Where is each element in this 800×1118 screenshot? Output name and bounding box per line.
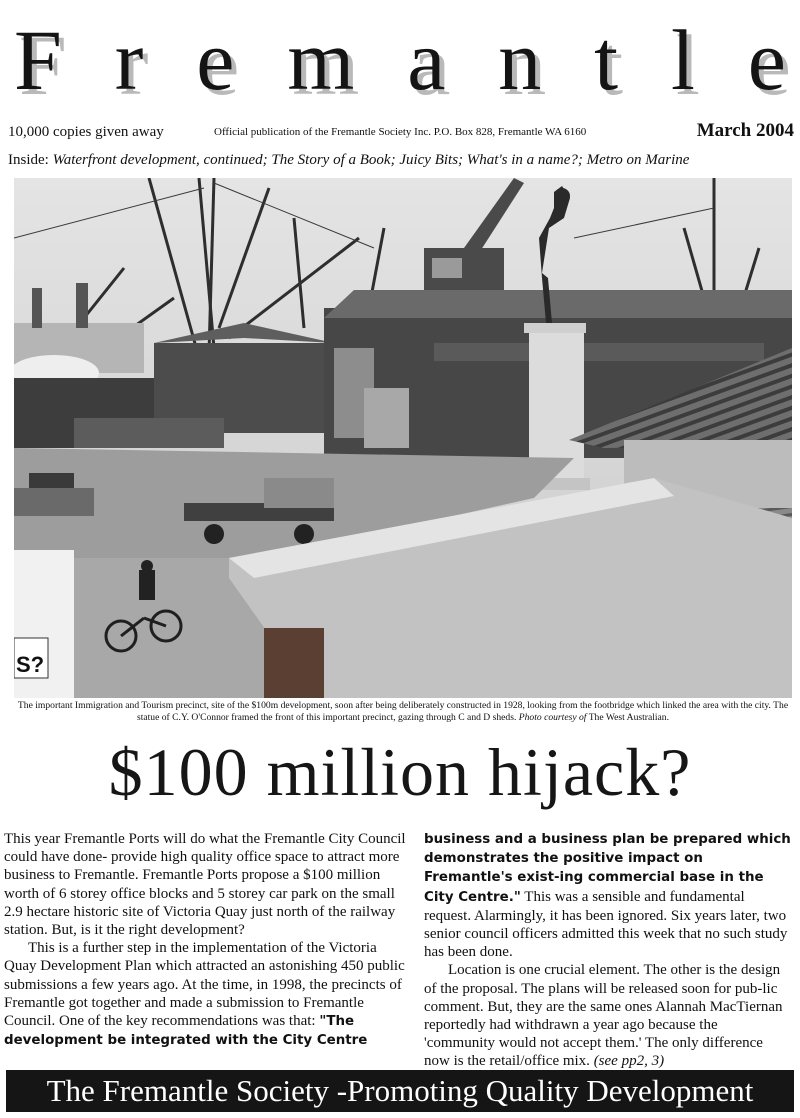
masthead-letter: r: [114, 12, 144, 108]
issue-date: March 2004: [696, 120, 794, 141]
article-quote: "The development be integrated with the City Centre: [4, 1014, 368, 1049]
official-publication-note: Official publication of the Fremantle Society Inc. P.O. Box 828, Fremantle WA 6160: [214, 126, 587, 138]
article-paragraph: [424, 830, 792, 961]
masthead-title: [0, 0, 800, 110]
cover-photo: [14, 178, 792, 698]
masthead-letter: n: [498, 12, 542, 108]
headline: $100 million hijack?: [108, 734, 692, 810]
article-quote: business and a business plan be prepared which demonstrates the positive impact on Fremantle's exist-ing commercial base in the City Centre.": [424, 832, 791, 905]
article-text: This was a sensible and fundamental request. Alarmingly, it has been ignored. Six years later, two senior council officers admitted this week that no such study has been done.: [424, 888, 788, 961]
article-column-left: [4, 830, 412, 1064]
footer-banner: The Fremantle Society -Promoting Quality Development: [6, 1070, 794, 1112]
caption-text: The important Immigration and Tourism precinct, site of the $100m development, soon after being deliberately constructed in 1928, looking from the footbridge which linked the area with the city. The statue of C.Y. O'Connor framed the front of this important precinct, gazing through C and D sheds.: [17, 700, 789, 723]
inside-items: Waterfront development, continued; The Story of a Book; Juicy Bits; What's in a name?; Metro on Marine: [52, 152, 690, 168]
masthead-letter: e: [196, 12, 235, 108]
article-paragraph: [4, 939, 412, 1050]
masthead-letter: e: [747, 12, 786, 108]
copies-note: 10,000 copies given away: [8, 124, 164, 140]
article-text: This is a further step in the implementation of the Victoria Quay Development Plan which attracted an astonishing 450 public submissions a few years ago. At the time, in 1998, the precincts of Fremantle got together and made a submission to Fremantle Council. One of the key recommendations was that:: [4, 940, 405, 1030]
page-reference: (see pp2, 3): [593, 1053, 665, 1070]
caption-credit-prefix: Photo courtesy of: [518, 712, 587, 723]
article-column-right: [424, 830, 792, 1070]
caption-credit-source: The West Australian.: [588, 712, 670, 723]
publication-info: [8, 120, 794, 148]
wharf-photo-illustration: [14, 178, 792, 698]
photo-caption: [14, 700, 792, 724]
article-text: Location is one crucial element. The other is the design of the proposal. The plans will be released soon for pub-lic comment. But, they are the same ones Alannah MacTiernan reportedly had withdrawn a year ago because the 'community would not accept them.' The only difference now is the retail/office mix.: [424, 962, 783, 1070]
wharf-sign-text: S?: [16, 652, 45, 677]
article-paragraph: This year Fremantle Ports will do what the Fremantle City Council could have done- provide high quality office space to attract more business to Fremantle. Fremantle Ports propose a $100 million worth of 6 storey office blocks and 5 storey car park on the small 2.9 hectare historic site of Victoria Quay just north of the railway station. But, is it the right development?: [4, 831, 406, 939]
masthead-letter: t: [594, 12, 619, 108]
masthead-letter: l: [670, 12, 695, 108]
inside-contents: [8, 152, 794, 169]
masthead-letter: a: [407, 12, 446, 108]
masthead-letter: m: [287, 12, 355, 108]
article-paragraph: [424, 961, 792, 1070]
article-body: [4, 830, 792, 1070]
inside-label: Inside:: [8, 152, 49, 168]
masthead-letter: F: [14, 12, 62, 108]
